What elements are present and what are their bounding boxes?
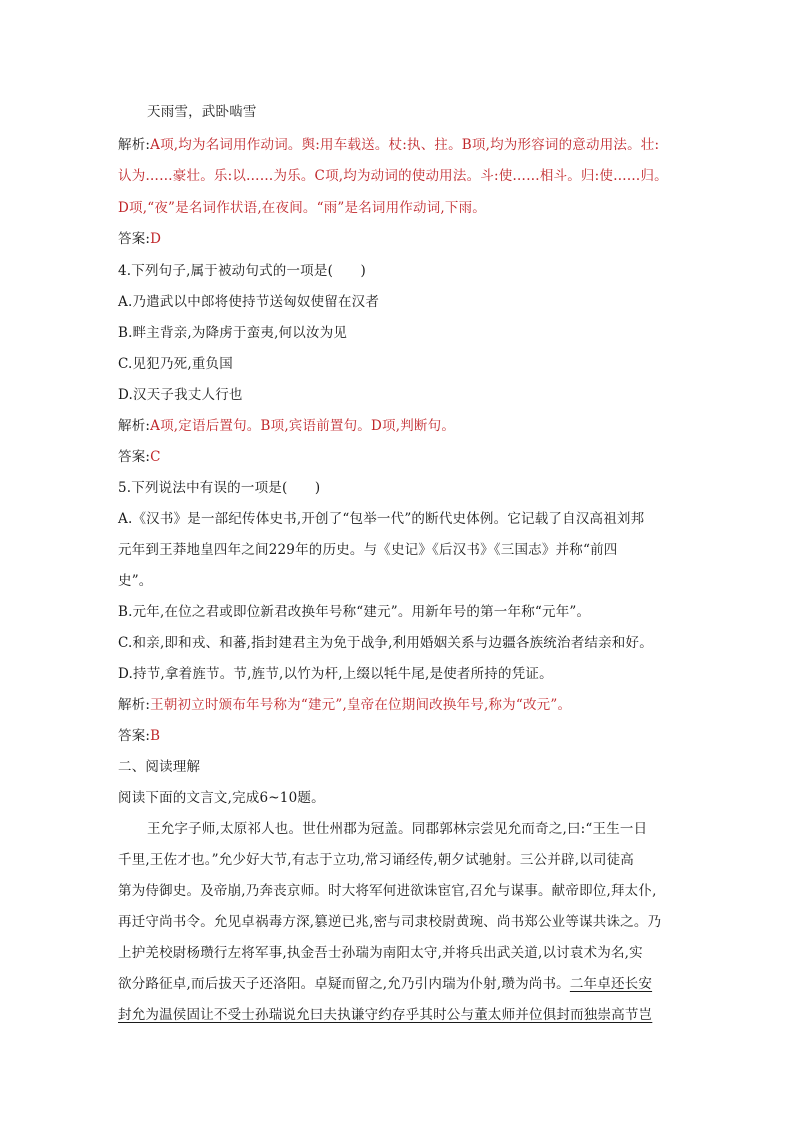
- answer-value: C: [150, 449, 161, 465]
- option-line: C.和亲,即和戎、和蕃,指封建君主为免于战争,利用婚姻关系与边疆各族统治者结亲和好。: [118, 635, 653, 651]
- analysis-label: 解析:: [118, 137, 151, 153]
- option-line: D.持节,拿着旌节。节,旌节,以竹为杆,上缀以牦牛尾,是使者所持的凭证。: [118, 666, 553, 682]
- option-line: D.汉天子我丈人行也: [118, 387, 243, 403]
- option-line: B.元年,在位之君或即位新君改换年号称“建元”。用新年号的第一年称“元年”。: [118, 604, 591, 620]
- text-line: 天雨雪，武卧啮雪: [147, 104, 257, 120]
- analysis-line: 认为……豪壮。乐:以……为乐。C项,均为动词的使动用法。斗:使……相斗。归:使……归。: [118, 168, 668, 184]
- passage-line: 再迁守尚书令。允见卓祸毒方深,篡逆已兆,密与司隶校尉黄琬、尚书郑公业等谋共诛之。乃: [118, 914, 662, 930]
- passage-line: 第为侍御史。及帝崩,乃奔丧京师。时大将军何进欲诛宦官,召允与谋事。献帝即位,拜太仆,: [118, 883, 657, 899]
- option-line: A.《汉书》是一部纪传体史书,开创了“包举一代”的断代史体例。它记载了自汉高祖刘邦: [118, 511, 645, 527]
- passage-text: 欲分路征卓,而后拔天子还洛阳。卓疑而留之,允乃引内瑞为仆射,瓒为尚书。: [118, 976, 570, 992]
- analysis-text: A项,定语后置句。B项,宾语前置句。D项,判断句。: [150, 418, 456, 434]
- underlined-passage-text: 二年卓还长安: [569, 976, 653, 992]
- passage-line: 上护羌校尉杨瓒行左将军事,执金吾士孙瑞为南阳太守,并将兵出武关道,以讨袁术为名,实: [118, 945, 643, 961]
- underlined-passage-line: 封允为温侯固让不受士孙瑞说允曰夫执谦守约存乎其时公与董太师并位俱封而独崇高节岂: [118, 1007, 653, 1023]
- question-line: 5.下列说法中有误的一项是( ): [118, 480, 321, 496]
- answer-value: D: [150, 231, 162, 247]
- answer-label: 答案:: [118, 728, 151, 744]
- answer-line: [118, 230, 161, 248]
- passage-line: 王允字子师,太原祁人也。世仕州郡为冠盖。同郡郭林宗尝见允而奇之,曰:“王生一日: [147, 821, 648, 837]
- option-line: A.乃遣武以中郎将使持节送匈奴使留在汉者: [118, 294, 380, 310]
- answer-line: [118, 448, 161, 466]
- option-line: 史”。: [118, 573, 153, 589]
- passage-line: [118, 975, 652, 993]
- analysis-label: 解析:: [118, 697, 151, 713]
- analysis-label: 解析:: [118, 418, 151, 434]
- answer-label: 答案:: [118, 231, 151, 247]
- answer-value: B: [150, 728, 161, 744]
- question-line: 4.下列句子,属于被动句式的一项是( ): [118, 263, 366, 279]
- analysis-line: [118, 696, 571, 714]
- analysis-line: D项,“夜”是名词作状语,在夜间。“雨”是名词用作动词,下雨。: [118, 200, 487, 216]
- option-line: C.见犯乃死,重负国: [118, 356, 233, 372]
- analysis-text: 王朝初立时颁布年号称为“建元”,皇帝在位期间改换年号,称为“改元”。: [150, 697, 572, 713]
- analysis-line: [118, 136, 659, 154]
- instruction-line: 阅读下面的文言文,完成6~10题。: [118, 790, 325, 806]
- section-heading: 二、阅读理解: [118, 759, 201, 775]
- option-line: 元年到王莽地皇四年之间229年的历史。与《史记》《后汉书》《三国志》并称“前四: [118, 542, 618, 558]
- analysis-text: A项,均为名词用作动词。舆:用车载送。杖:执、拄。B项,均为形容词的意动用法。壮:: [150, 137, 660, 153]
- analysis-line: [118, 417, 455, 435]
- answer-label: 答案:: [118, 449, 151, 465]
- answer-line: [118, 727, 160, 745]
- passage-line: 千里,王佐才也。”允少好大节,有志于立功,常习诵经传,朝夕试驰射。三公并辟,以司徒高: [118, 852, 635, 868]
- option-line: B.畔主背亲,为降虏于蛮夷,何以汝为见: [118, 325, 348, 341]
